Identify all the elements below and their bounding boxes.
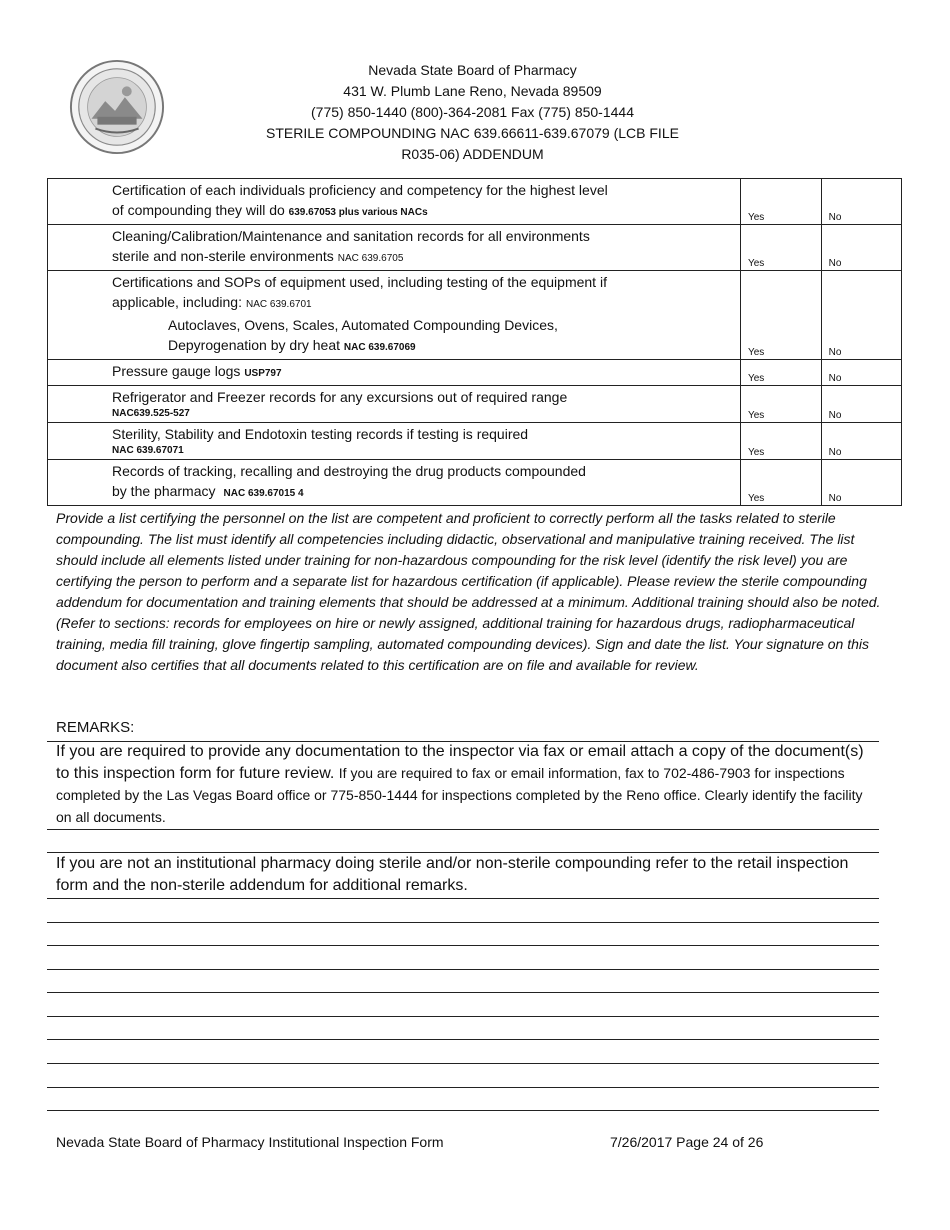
remark-institutional: If you are not an institutional pharmacy doing sterile and/or non-sterile compounding refer to the retail inspection form and the non-sterile addendum for additional remarks. — [56, 855, 849, 894]
form-title-line2: R035-06) ADDENDUM — [401, 146, 544, 162]
nevada-state-seal — [68, 58, 166, 156]
no-option[interactable]: No — [821, 225, 901, 271]
no-option[interactable]: No — [821, 423, 901, 460]
remarks-writing-line[interactable] — [47, 992, 879, 993]
remarks-writing-line[interactable] — [47, 1039, 879, 1040]
nac-reference: 639.67053 plus various NACs — [288, 207, 428, 218]
checklist-table — [47, 178, 902, 506]
row-description: Certification of each individuals proficiency and competency for the highest level of compounding they will do 639.67053 plus various NACs — [48, 179, 741, 225]
nac-reference: NAC 639.67015 4 — [223, 488, 304, 499]
yes-option[interactable]: Yes — [740, 460, 821, 506]
no-option[interactable]: No — [821, 271, 901, 360]
org-name: Nevada State Board of Pharmacy — [368, 62, 577, 78]
row-description: Records of tracking, recalling and destroying the drug products compounded by the pharmacy NAC 639.67015 4 — [48, 460, 741, 506]
row-description: Pressure gauge logs USP797 — [48, 360, 741, 386]
no-option[interactable]: No — [821, 179, 901, 225]
form-title-line1: STERILE COMPOUNDING NAC 639.66611-639.67079 (LCB FILE — [266, 125, 679, 141]
instructions-paragraph: Provide a list certifying the personnel on the list are competent and proficient to correctly perform all the tasks related to sterile compounding. The list must identify all competencies including didactic, observational and manipulative training received. The list should include all elements listed under training for non-hazardous compounding for the risk level (identify the risk level) you are certifying the person to perform and a separate list for hazardous certification (if applicable). Please review the sterile compounding addendum for documentation and training elements that should be addressed at a minimum. Additional training should also be noted. (Refer to sections: records for employees on hire or newly assigned, additional training for hazardous drugs, radiopharmaceutical training, media fill training, glove fingertip sampling, automated compounding devices). Sign and date the list. Your signature on this document also certifies that all documents related to this certification are on file and available for review. — [56, 510, 881, 673]
remarks-writing-line[interactable] — [47, 1016, 879, 1017]
page-header — [180, 60, 765, 165]
remarks-writing-line[interactable] — [47, 898, 879, 899]
nac-reference: NAC 639.67069 — [343, 342, 416, 353]
table-row — [48, 360, 902, 386]
row-description: Cleaning/Calibration/Maintenance and sanitation records for all environments sterile and non-sterile environments NAC 639.6705 — [48, 225, 741, 271]
remarks-writing-line[interactable] — [47, 969, 879, 970]
yes-option[interactable]: Yes — [740, 423, 821, 460]
yes-option[interactable]: Yes — [740, 360, 821, 386]
yes-option[interactable]: Yes — [740, 225, 821, 271]
footer-page-info: 7/26/2017 Page 24 of 26 — [610, 1134, 764, 1150]
footer-form-name: Nevada State Board of Pharmacy Institutional Inspection Form — [56, 1134, 444, 1150]
table-row — [48, 460, 902, 506]
row-description: Refrigerator and Freezer records for any excursions out of required range NAC639.525-527 — [48, 386, 741, 423]
table-row — [48, 386, 902, 423]
nac-reference: NAC 639.67071 — [112, 445, 184, 456]
row-description: Sterility, Stability and Endotoxin testing records if testing is required NAC 639.67071 — [48, 423, 741, 460]
nac-reference: NAC 639.6701 — [245, 299, 312, 310]
remarks-writing-line[interactable] — [47, 945, 879, 946]
nac-reference: NAC 639.6705 — [337, 253, 404, 264]
no-option[interactable]: No — [821, 386, 901, 423]
org-address: 431 W. Plumb Lane Reno, Nevada 89509 — [343, 83, 602, 99]
no-option[interactable]: No — [821, 360, 901, 386]
remarks-writing-line[interactable] — [47, 1087, 879, 1088]
remark-documentation: If you are required to provide any documentation to the inspector via fax or email attach a copy of the document(s) to this inspection form for future review. If you are required to fax or email information, fax to 702-486-7903 for inspections completed by the Las Vegas Board office or 775-850-1444 for inspections completed by the Reno office. Clearly identify the facility on all documents. — [56, 743, 864, 825]
nac-reference: USP797 — [244, 368, 282, 379]
row-description: Certifications and SOPs of equipment used, including testing of the equipment if applicable, including: NAC 639.6701 Autoclaves, Ovens, Scales, Automated Compounding Devices, Depyrogenation by dry heat NAC 639.67069 — [48, 271, 741, 360]
yes-option[interactable]: Yes — [740, 386, 821, 423]
nac-reference: NAC639.525-527 — [112, 408, 190, 419]
yes-option[interactable]: Yes — [740, 179, 821, 225]
table-row — [48, 271, 902, 360]
table-row — [48, 225, 902, 271]
remarks-label: REMARKS: — [56, 719, 135, 736]
remarks-writing-line[interactable] — [47, 1110, 879, 1111]
no-option[interactable]: No — [821, 460, 901, 506]
divider — [47, 829, 879, 830]
table-row — [48, 423, 902, 460]
remarks-writing-line[interactable] — [47, 1063, 879, 1064]
yes-option[interactable]: Yes — [740, 271, 821, 360]
remarks-writing-line[interactable] — [47, 922, 879, 923]
table-row — [48, 179, 902, 225]
org-phone: (775) 850-1440 (800)-364-2081 Fax (775) 850-1444 — [311, 104, 634, 120]
